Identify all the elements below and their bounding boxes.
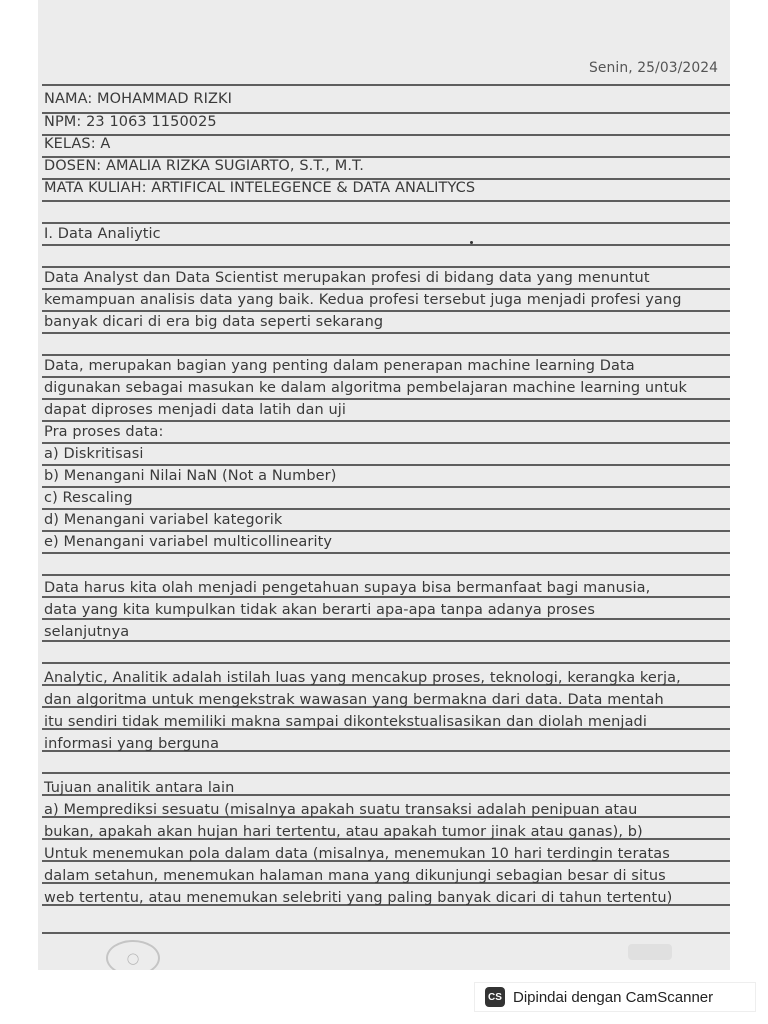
lecturer-line: DOSEN: AMALIA RIZKA SUGIARTO, S.T., M.T. [44, 158, 364, 174]
preprocess-title: Pra proses data: [44, 424, 164, 440]
notebook-page [38, 0, 730, 970]
ruled-line [42, 222, 730, 224]
list-item: a) Diskritisasi [44, 446, 144, 462]
camscanner-icon: CS [485, 987, 505, 1007]
list-item: e) Menangani variabel multicollinearity [44, 534, 333, 550]
ruled-line [42, 288, 730, 290]
paragraph-line: Data Analyst dan Data Scientist merupakan profesi di bidang data yang menuntut [44, 270, 650, 286]
ruled-line [42, 354, 730, 356]
paragraph-line: selanjutnya [44, 624, 130, 640]
npm-line: NPM: 23 1063 1150025 [44, 114, 217, 130]
ruled-line [42, 772, 730, 774]
name-line: NAMA: MOHAMMAD RIZKI [44, 91, 232, 107]
paragraph-line: kemampuan analisis data yang baik. Kedua profesi tersebut juga menjadi profesi yang [44, 292, 682, 308]
list-item: d) Menangani variabel kategorik [44, 512, 283, 528]
watermark-label: Dipindai dengan CamScanner [513, 988, 714, 1006]
paragraph-line: Data harus kita olah menjadi pengetahuan supaya bisa bermanfaat bagi manusia, [44, 580, 651, 596]
ruled-line [42, 200, 730, 202]
paragraph-line: Analytic, Analitik adalah istilah luas yang mencakup proses, teknologi, kerangka kerja, [44, 670, 681, 686]
camscanner-watermark [474, 982, 756, 1012]
paragraph-line: itu sendiri tidak memiliki makna sampai dikontekstualisasikan dan diolah menjadi [44, 714, 647, 730]
paragraph-line: informasi yang berguna [44, 736, 220, 752]
faint-mark [628, 944, 672, 960]
paragraph-line: dalam setahun, menemukan halaman mana yang dikunjungi sebagian besar di situs [44, 868, 666, 884]
ruled-line [42, 442, 730, 444]
ruled-line [42, 596, 730, 598]
ruled-line [42, 662, 730, 664]
ruled-line [42, 640, 730, 642]
ruled-line [42, 266, 730, 268]
ruled-line [42, 420, 730, 422]
list-item: b) Menangani Nilai NaN (Not a Number) [44, 468, 337, 484]
ruled-line [42, 310, 730, 312]
ink-dot [470, 241, 473, 244]
paragraph-line: a) Memprediksi sesuatu (misalnya apakah suatu transaksi adalah penipuan atau [44, 802, 638, 818]
ruled-line [42, 530, 730, 532]
goals-title: Tujuan analitik antara lain [44, 780, 235, 796]
ruled-line [42, 398, 730, 400]
ruled-line [42, 376, 730, 378]
course-line: MATA KULIAH: ARTIFICAL INTELEGENCE & DATA ANALITYCS [44, 180, 476, 196]
ruled-line [42, 508, 730, 510]
paragraph-line: dapat diproses menjadi data latih dan uji [44, 402, 346, 418]
class-line: KELAS: A [44, 136, 111, 152]
ruled-line [42, 464, 730, 466]
paragraph-line: banyak dicari di era big data seperti sekarang [44, 314, 384, 330]
paragraph-line: Data, merupakan bagian yang penting dalam penerapan machine learning Data [44, 358, 635, 374]
ruled-line [42, 486, 730, 488]
paragraph-line: bukan, apakah akan hujan hari tertentu, atau apakah tumor jinak atau ganas), b) [44, 824, 643, 840]
ruled-line [42, 244, 730, 246]
section-title: I. Data Analiytic [44, 226, 161, 242]
paragraph-line: Untuk menemukan pola dalam data (misalnya, menemukan 10 hari terdingin teratas [44, 846, 670, 862]
ruled-line [42, 552, 730, 554]
date-text: Senin, 25/03/2024 [588, 60, 719, 76]
paragraph-line: dan algoritma untuk mengekstrak wawasan yang bermakna dari data. Data mentah [44, 692, 664, 708]
ruled-line [42, 332, 730, 334]
ruled-line [42, 932, 730, 934]
ruled-line [42, 134, 730, 136]
ruled-line [42, 574, 730, 576]
paragraph-line: digunakan sebagai masukan ke dalam algoritma pembelajaran machine learning untuk [44, 380, 688, 396]
brand-stamp-logo: ◯ [106, 940, 160, 970]
ruled-line [42, 618, 730, 620]
list-item: c) Rescaling [44, 490, 133, 506]
paragraph-line: web tertentu, atau menemukan selebriti yang paling banyak dicari di tahun tertentu) [44, 890, 673, 906]
paragraph-line: data yang kita kumpulkan tidak akan berarti apa-apa tanpa adanya proses [44, 602, 595, 618]
ruled-line [42, 84, 730, 86]
